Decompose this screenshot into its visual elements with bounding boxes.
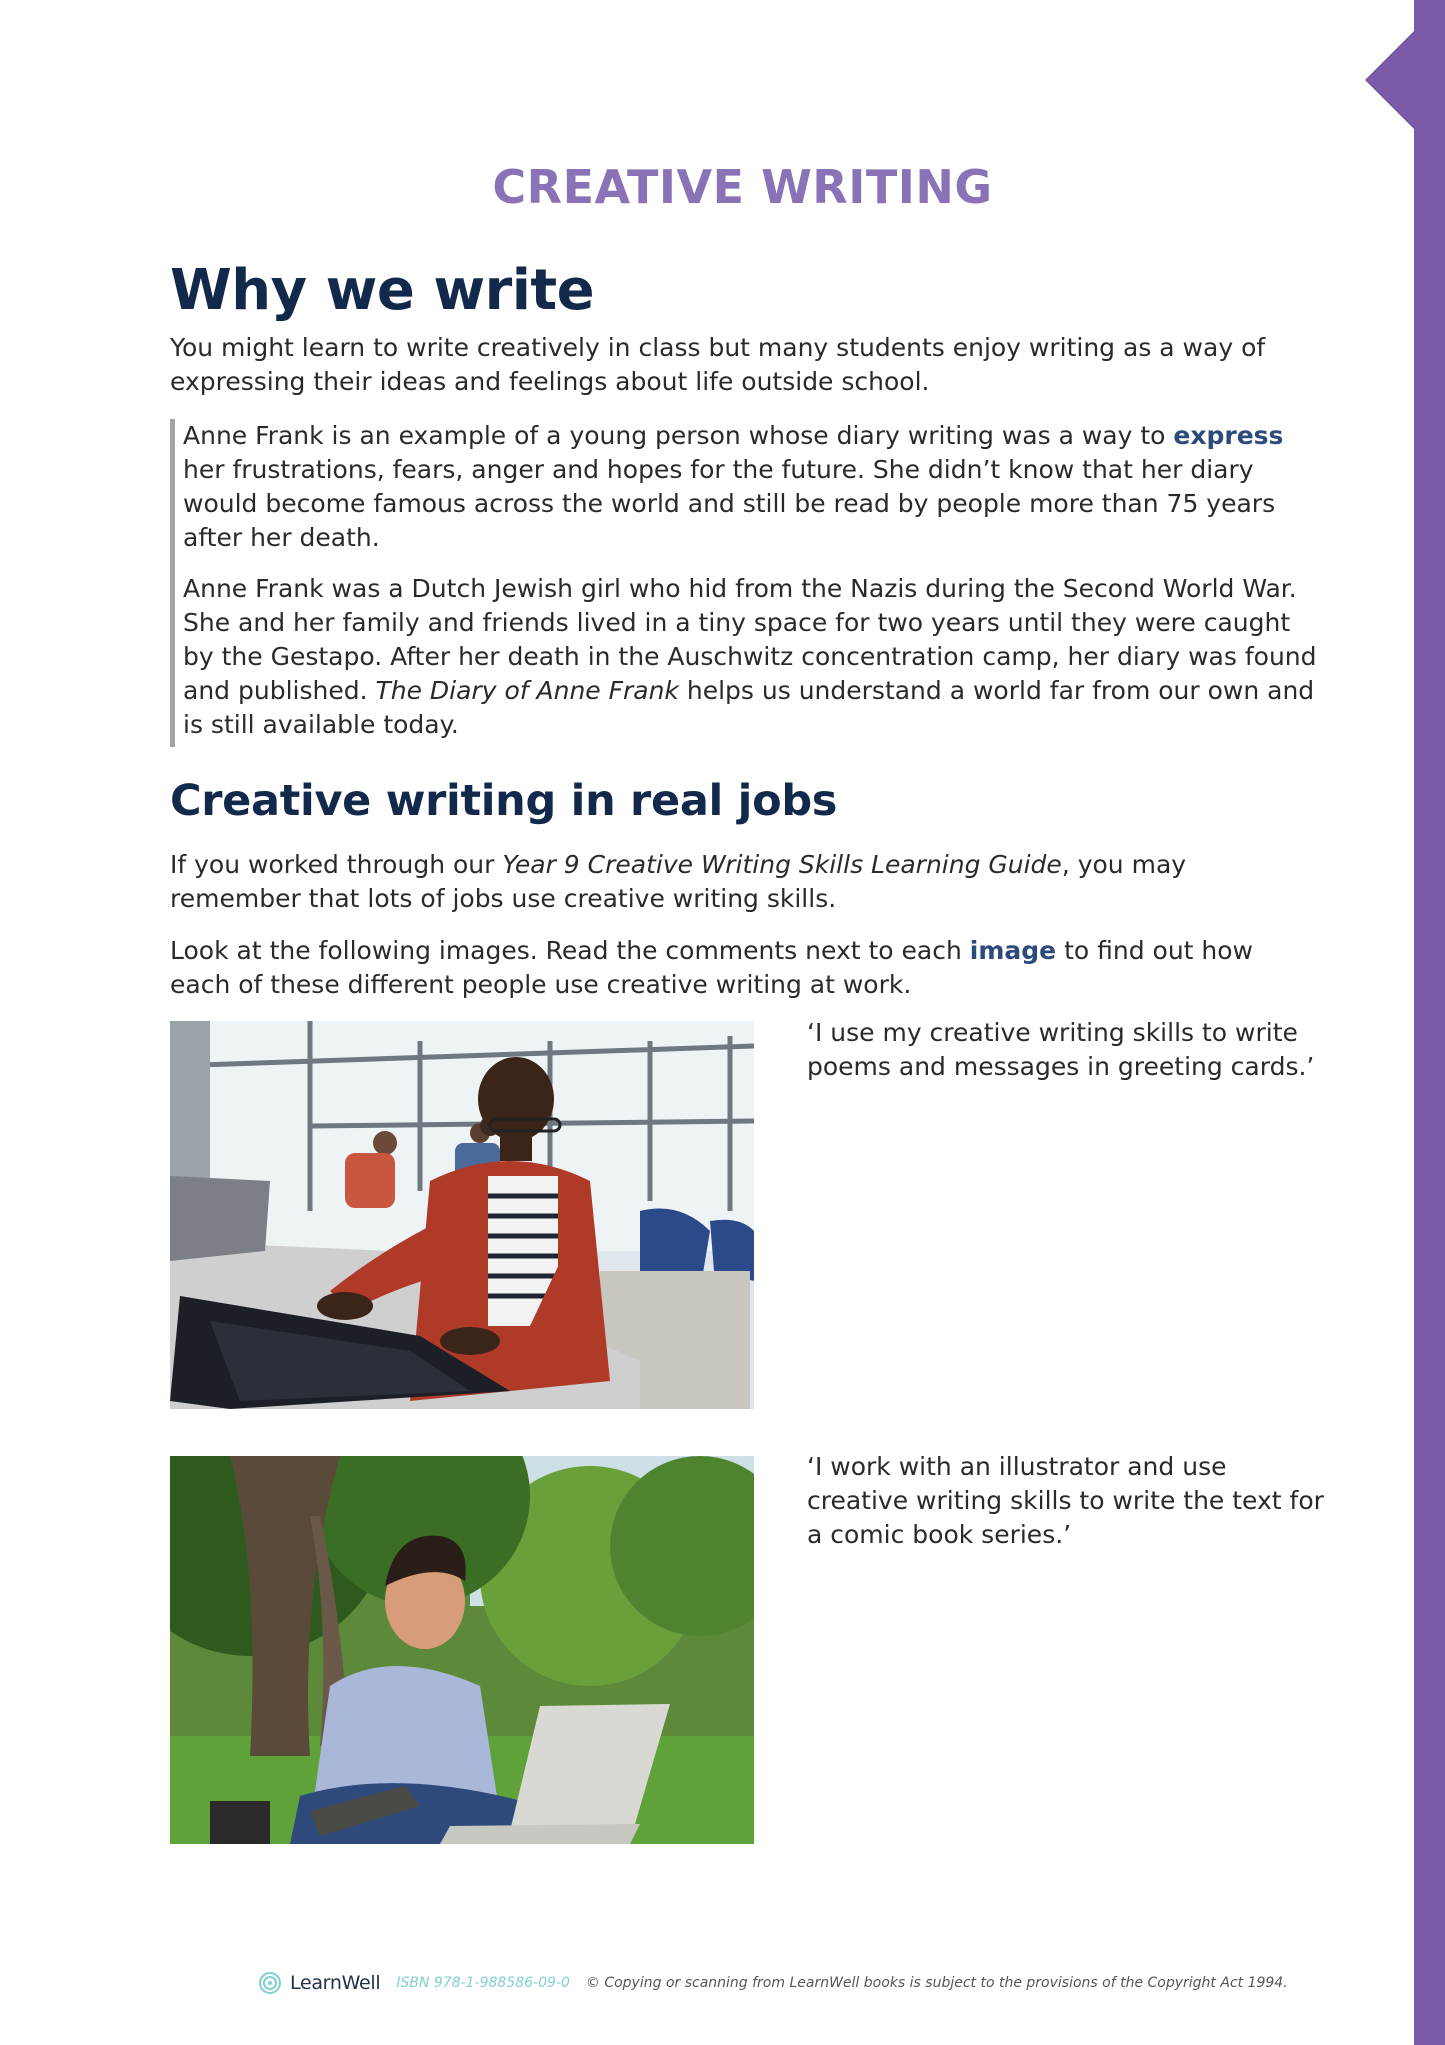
page-footer [258,1968,1288,1998]
guide-title: Year 9 Creative Writing Skills Learning Guide [502,850,1062,879]
glossary-term-image[interactable]: image [969,936,1057,965]
quote-p2-text: Anne Frank was a Dutch Jewish girl who hid from the Nazis during the Second World War. She and her family and friends lived in a tiny space for two years until they were caught by the Gestapo. After her death in the Auschwitz concentration camp, her diary was found and published. [183,574,1317,705]
jobs-p1-text: If you worked through our [170,850,503,879]
intro-paragraph: You might learn to write creatively in class but many students enjoy writing as a way of expressing their ideas and feelings about life outside school. [170,333,1266,396]
example-caption-1: ‘I use my creative writing skills to write poems and messages in greeting cards.’ [807,1018,1315,1081]
footer-brand: LearnWell [290,1972,381,1994]
jobs-p1-text-after: , you may remember that lots of jobs use creative writing skills. [170,850,1187,913]
side-accent-tab [1365,30,1415,130]
jobs-paragraph-1 [170,848,1320,916]
jobs-p2-text-after: to find out how each of these different people use creative writing at work. [170,936,1253,999]
section-heading-why-we-write: Why we write [170,258,595,323]
jobs-paragraph-2 [170,934,1320,1002]
quote-paragraph-2 [183,572,1322,742]
quote-p2-text-after: helps us understand a world far from our own and is still available today. [183,676,1315,739]
photo-student-laptop [170,1021,754,1409]
side-accent-tab-body [1414,30,1445,130]
anne-frank-quote-block [170,419,1322,747]
learnwell-logo-icon [258,1971,282,1995]
quote-paragraph-1 [183,419,1322,555]
jobs-p2-text: Look at the following images. Read the comments next to each [170,936,970,965]
example-caption-2: ‘I work with an illustrator and use creative writing skills to write the text for a comic book series.’ [807,1452,1324,1549]
section-heading-real-jobs: Creative writing in real jobs [170,776,838,826]
side-accent-bar [1414,0,1445,2045]
footer-copyright: © Copying or scanning from LearnWell books is subject to the provisions of the Copyright Act 1994. [585,1975,1288,1991]
quote-p1-text-after: her frustrations, fears, anger and hopes for the future. She didn’t know that her diary would become famous across the world and still be read by people more than 75 years after her death. [183,455,1276,552]
photo-man-laptop-park [170,1456,754,1844]
footer-isbn: ISBN 978-1-988586-09-0 [396,1975,570,1991]
quote-p1-text: Anne Frank is an example of a young person whose diary writing was a way to [183,421,1174,450]
page-label: CREATIVE WRITING [492,160,993,214]
book-title: The Diary of Anne Frank [375,676,679,705]
glossary-term-express[interactable]: express [1173,421,1284,450]
